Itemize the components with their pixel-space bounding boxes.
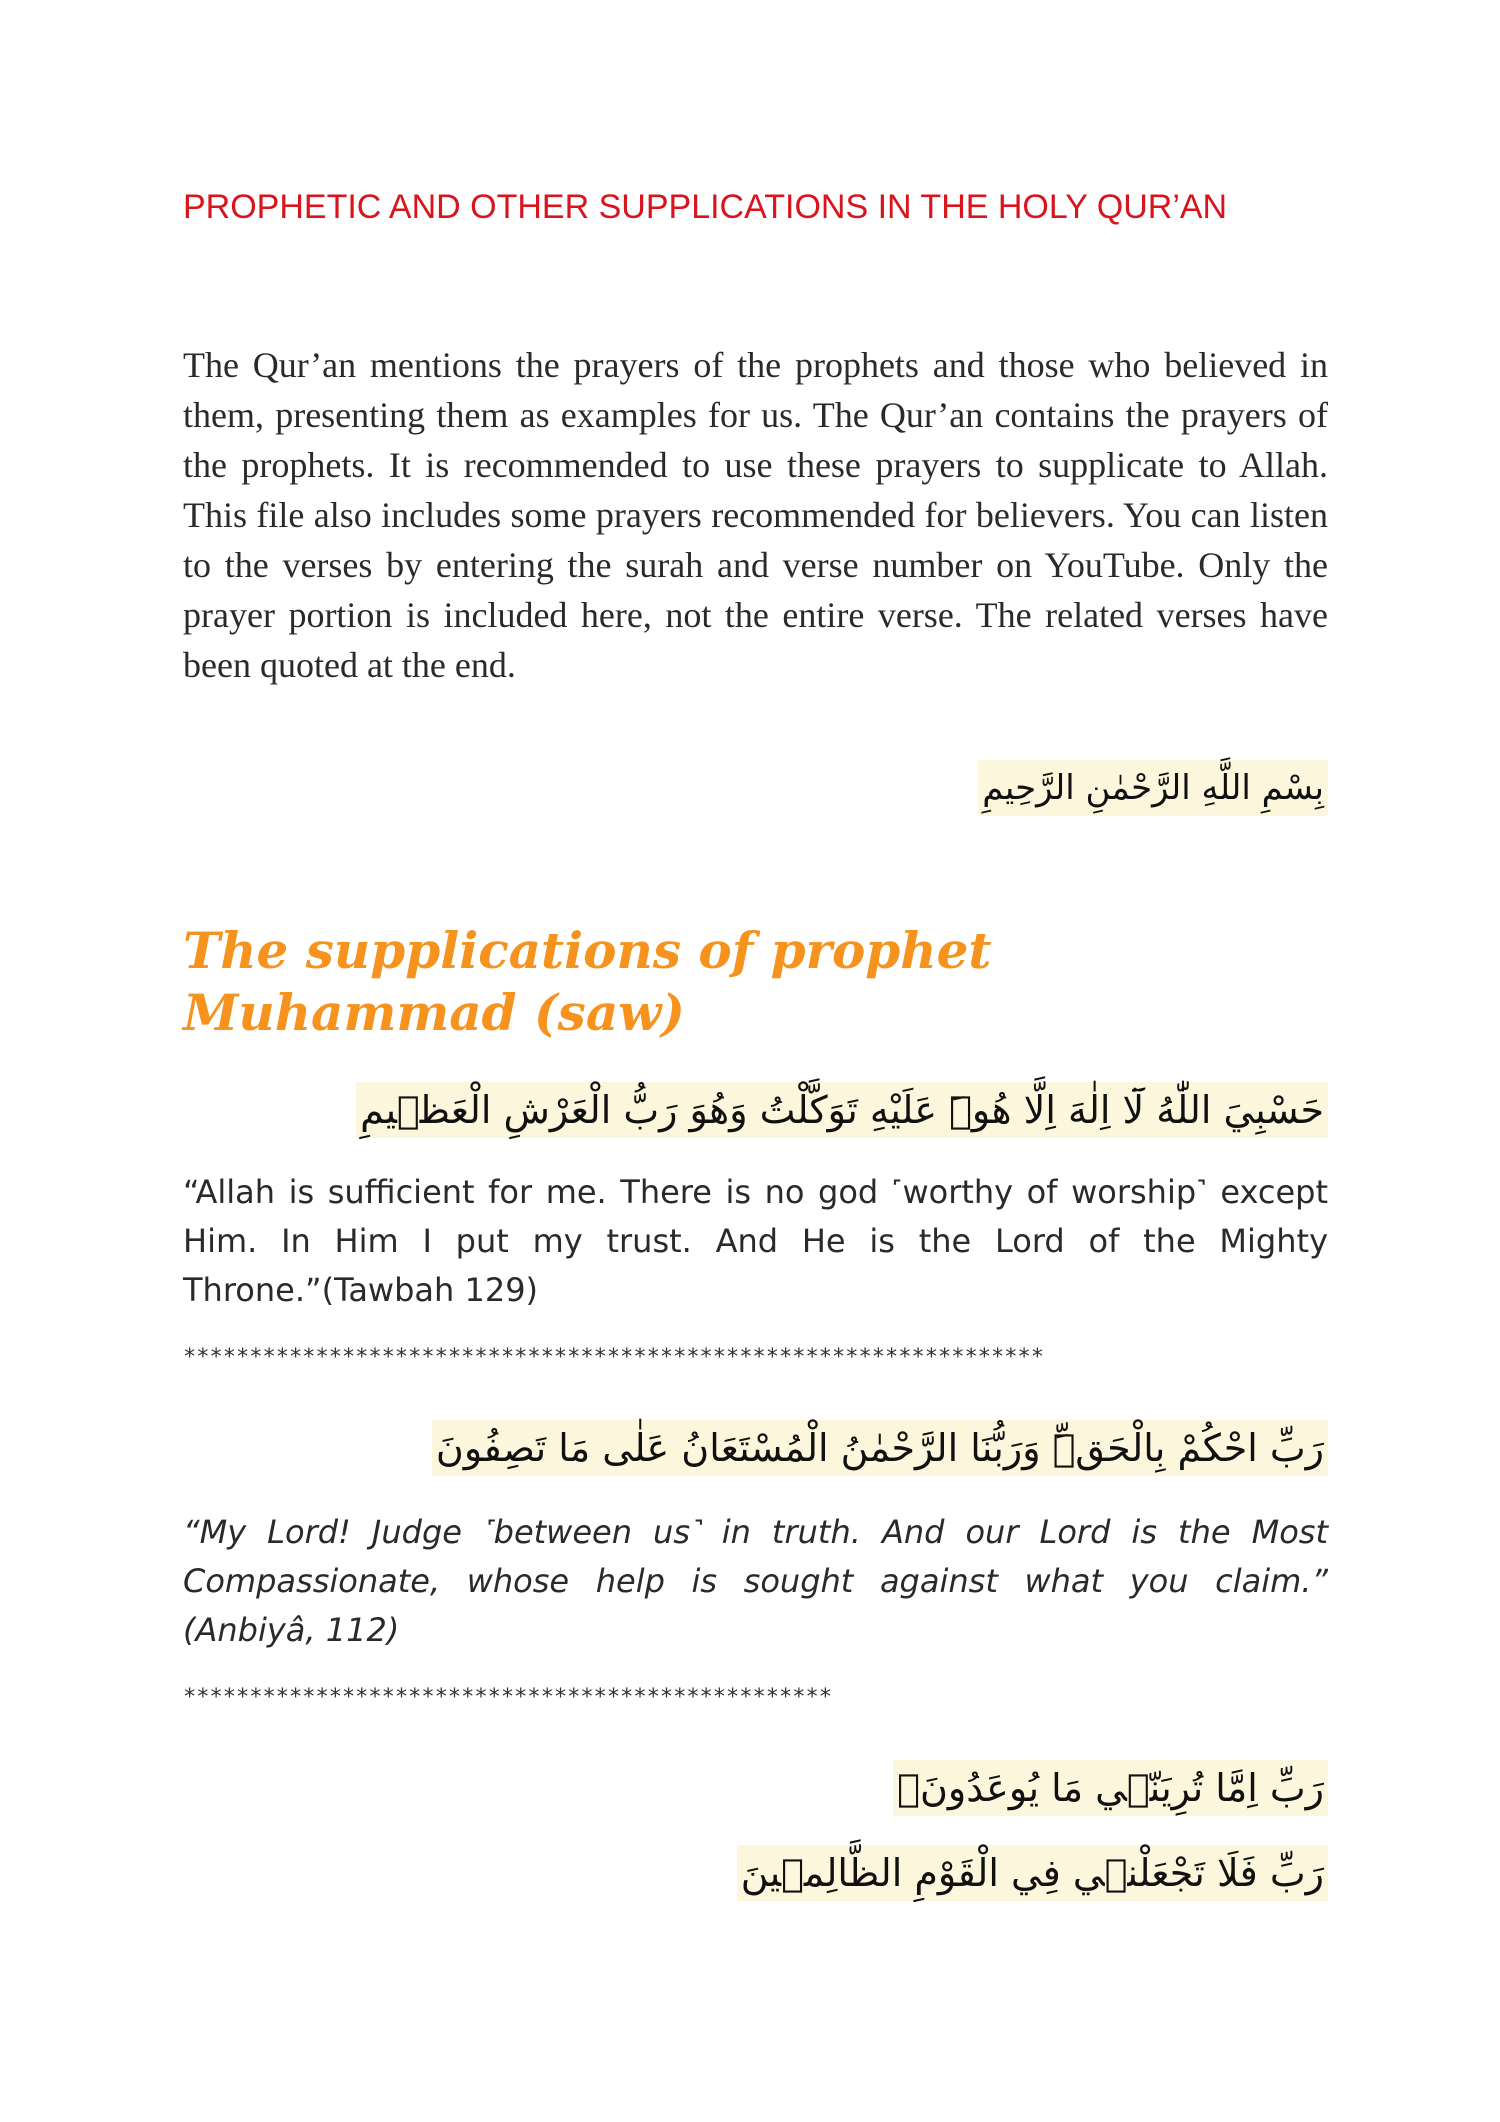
basmala: بِسْمِ اللَّهِ الرَّحْمٰنِ الرَّحِيمِ <box>978 760 1328 816</box>
arabic-supplication-3: رَبِّ اِمَّا تُرِيَنّ۪ي مَا يُوعَدُونَۙ <box>893 1760 1328 1816</box>
arabic-supplication-2: رَبِّ احْكُمْ بِالْحَقِّۜ وَرَبُّنَا الرَّحْمٰنُ الْمُسْتَعَانُ عَلٰى مَا تَصِفُونَ <box>432 1420 1328 1476</box>
arabic-supplication-1: حَسْبِيَ اللّٰهُ لَٓا اِلٰهَ اِلَّا هُوَۜ عَلَيْهِ تَوَكَّلْتُ وَهُوَ رَبُّ الْعَرْشِ الْعَظ۪يمِ <box>356 1082 1328 1138</box>
arabic-supplication-4: رَبِّ فَلَا تَجْعَلْن۪ي فِي الْقَوْمِ الظَّالِم۪ينَ <box>737 1845 1328 1901</box>
document-page <box>183 0 1328 2122</box>
document-title: PROPHETIC AND OTHER SUPPLICATIONS IN THE HOLY QUR’AN <box>183 188 1228 226</box>
intro-paragraph: The Qur’an mentions the prayers of the prophets and those who believed in them, presenting them as examples for us. The Qur’an contains the prayers of the prophets. It is recommended to use these prayers to supplicate to Allah. This file also includes some prayers recommended for believers. You can listen to the verses by entering the surah and verse number on YouTube. Only the prayer portion is included here, not the entire verse. The related verses have been quoted at the end. <box>183 345 1328 685</box>
separator-1: ***************************************************************** <box>183 1345 1044 1370</box>
section-heading: The supplications of prophet Muhammad (saw) <box>183 921 992 1042</box>
separator-2: ************************************************* <box>183 1685 833 1710</box>
translation-2: “My Lord! Judge ˹between us˺ in truth. And our Lord is the Most Compassionate, whose help is sought against what you claim.” (Anbiyâ, 112) <box>183 1513 1328 1649</box>
translation-1: “Allah is sufficient for me. There is no god ˹worthy of worship˺ except Him. In Him I put my trust. And He is the Lord of the Mighty Throne.”(Tawbah 129) <box>183 1173 1328 1309</box>
